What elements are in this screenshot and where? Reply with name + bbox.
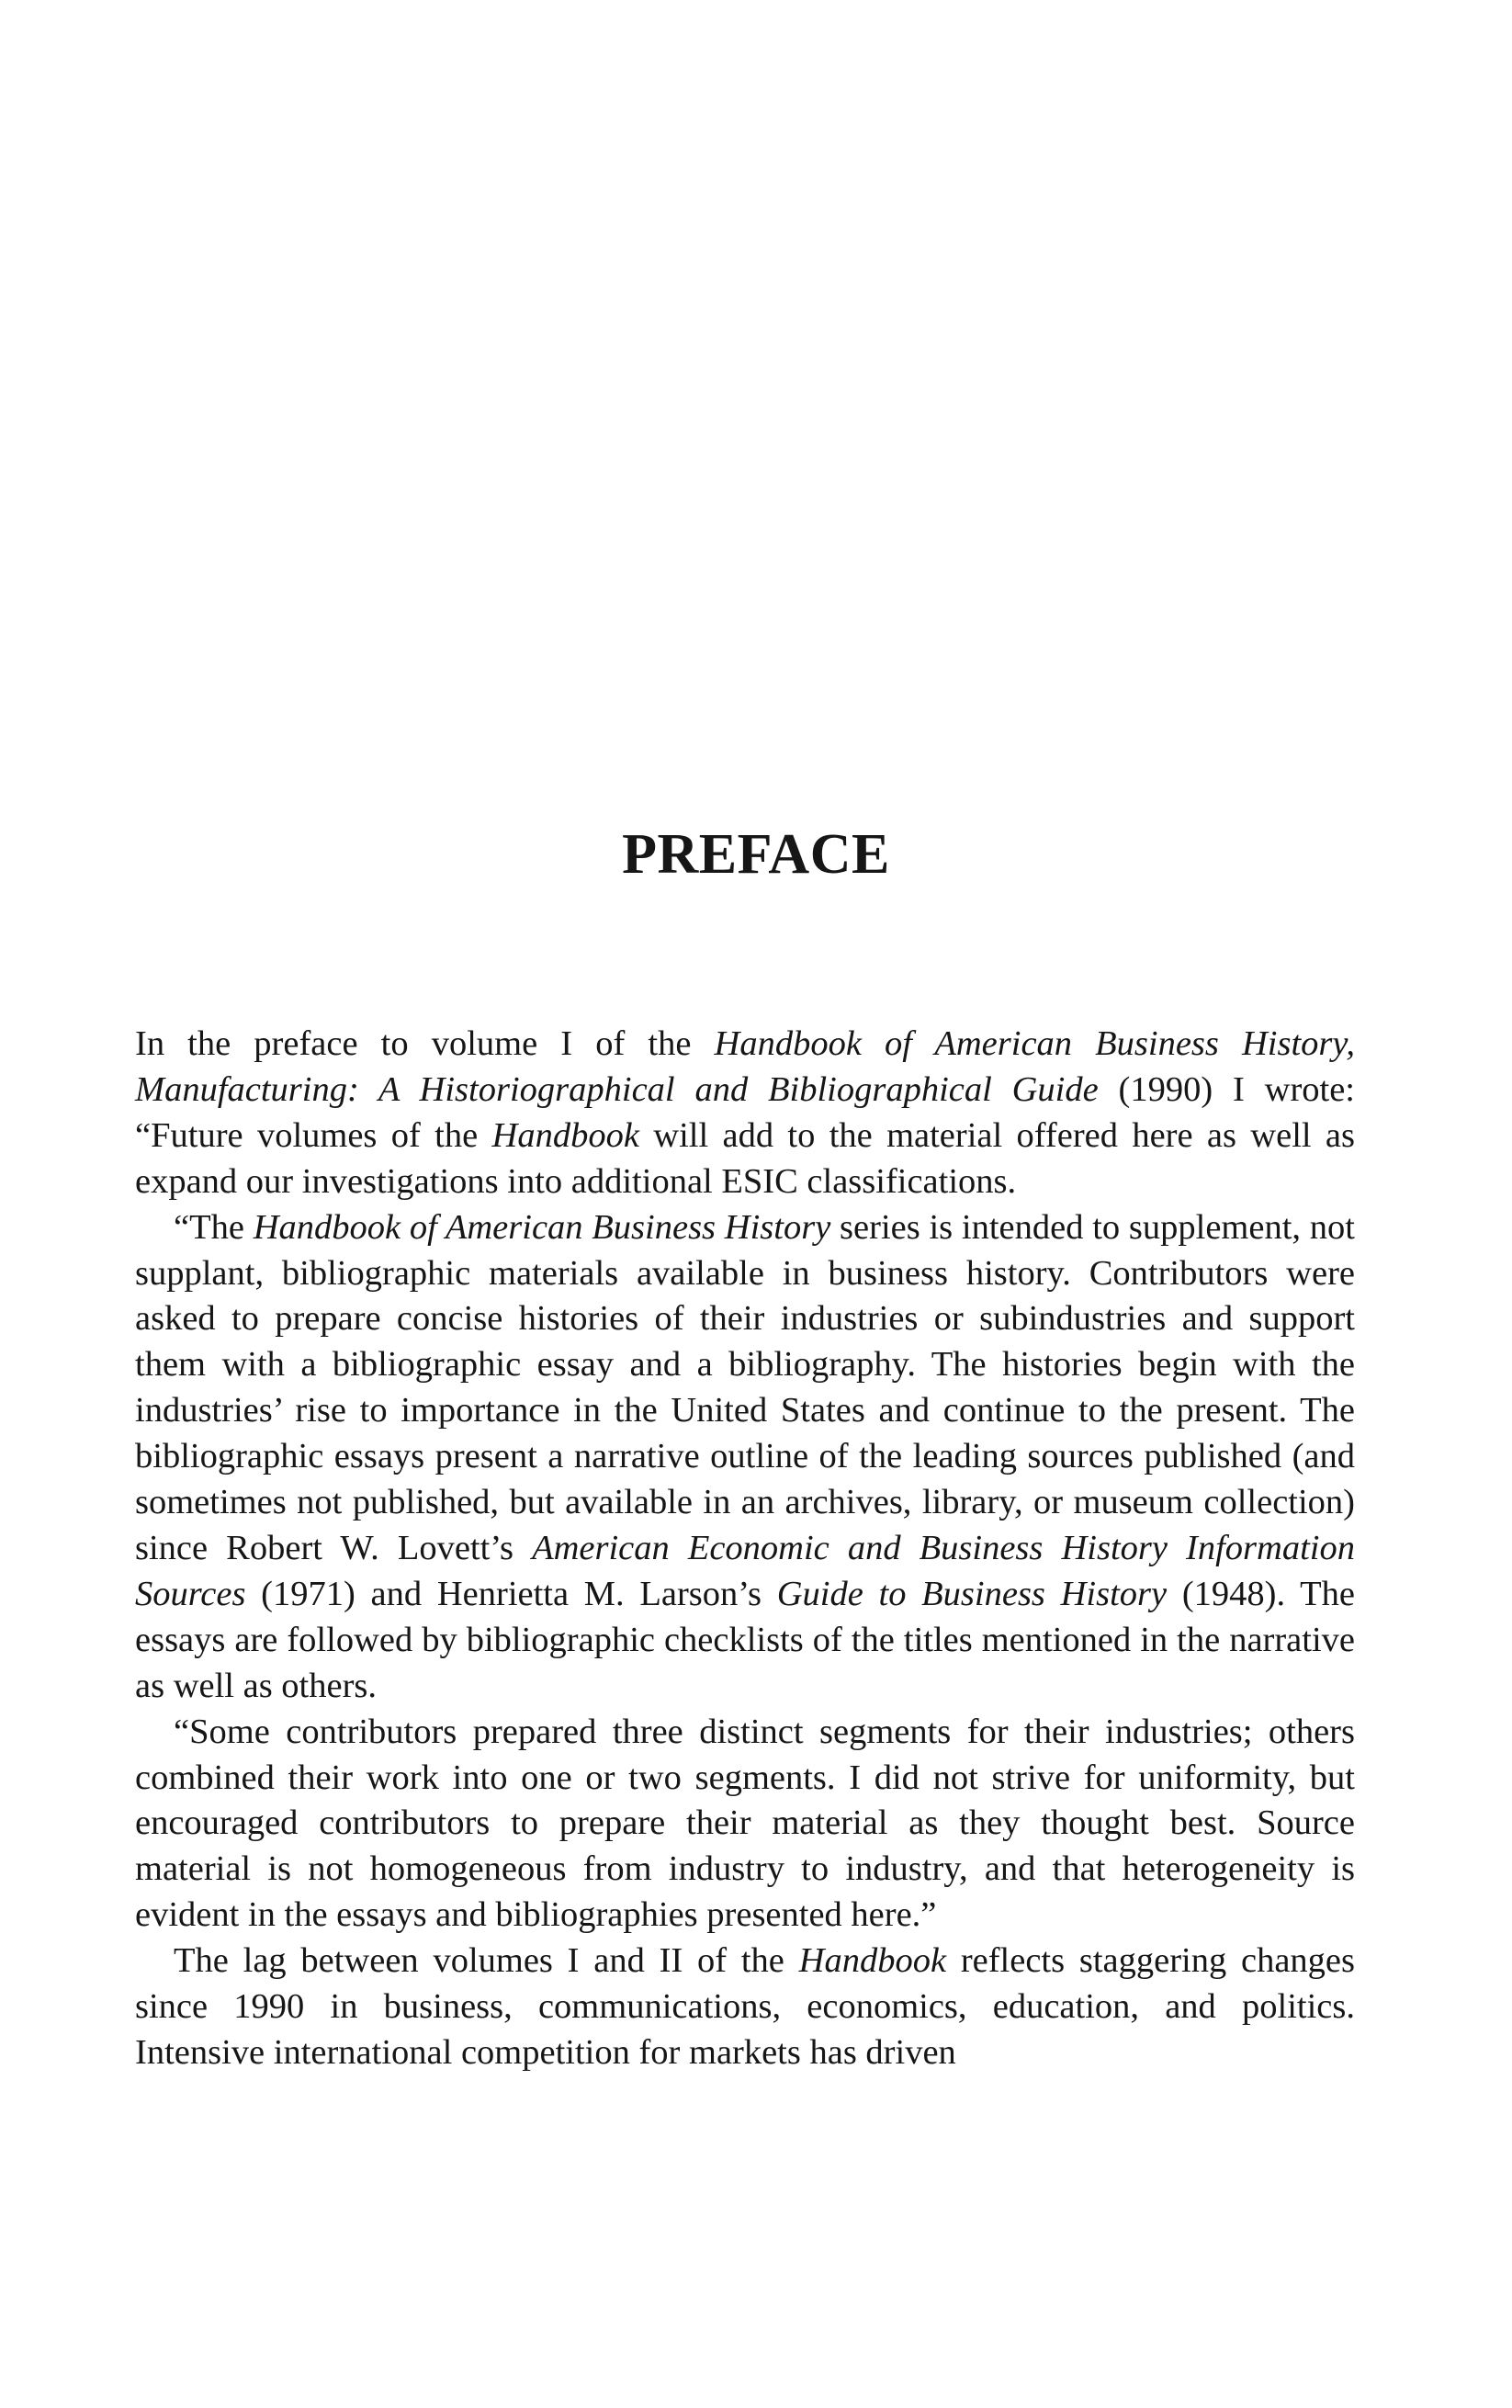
text-run: “The [174, 1207, 254, 1247]
text-run: In the preface to volume I of the [135, 1024, 715, 1063]
text-run: (1948). The essays are followed by bibliographic checklists of the titles mentioned in the narrative as well as others. [135, 1574, 1355, 1705]
paragraph [135, 1205, 1355, 1710]
text-run: The lag between volumes I and II of the [174, 1941, 799, 1981]
text-run: reflects staggering changes since 1990 in business, communications, economics, education, and politics. Intensive international competition for markets has driven [135, 1941, 1356, 2072]
page-title: PREFACE [622, 823, 890, 886]
book-title: American Economic and Business History Information Sources [135, 1528, 1355, 1613]
paragraph [135, 1939, 1355, 2076]
text-run: will add to the material offered here as well as expand our investigations into additional ESIC classifications. [135, 1115, 1355, 1201]
text-run: (1990) I wrote: “Future volumes of the [135, 1069, 1355, 1155]
book-title: Handbook [798, 1941, 947, 1981]
paragraph [135, 1022, 1355, 1205]
text-run: (1971) and Henrietta M. Larson’s [245, 1574, 777, 1613]
text-run: “Some contributors prepared three distinct segments for their industries; others combined their work into one or two segments. I did not strive for uniformity, but encouraged contributors to prepare their material as they thought best. Source material is not homogeneous from industry to industry, and that heterogeneity is evident in the essays and bibliographies presented here.” [135, 1712, 1355, 1935]
paragraph [135, 1710, 1355, 1939]
text-run: series is intended to supplement, not supplant, bibliographic materials available in business history. Contributors were asked to prepare concise histories of their industries or subindustries and support them with a bibliographic essay and a bibliography. The histories begin with the industries’ rise to importance in the United States and continue to the present. The bibliographic essays present a narrative outline of the leading sources published (and sometimes not published, but available in an archives, library, or museum collection) since Robert W. Lovett’s [135, 1207, 1355, 1567]
book-title: Handbook [491, 1115, 639, 1155]
preface-body [135, 1022, 1355, 2076]
book-title: Handbook of American Business History [253, 1207, 831, 1247]
book-title: Guide to Business History [776, 1574, 1168, 1613]
book-title: Handbook of American Business History, Manufacturing: A Historiographical and Bibliographical Guide [135, 1024, 1355, 1109]
